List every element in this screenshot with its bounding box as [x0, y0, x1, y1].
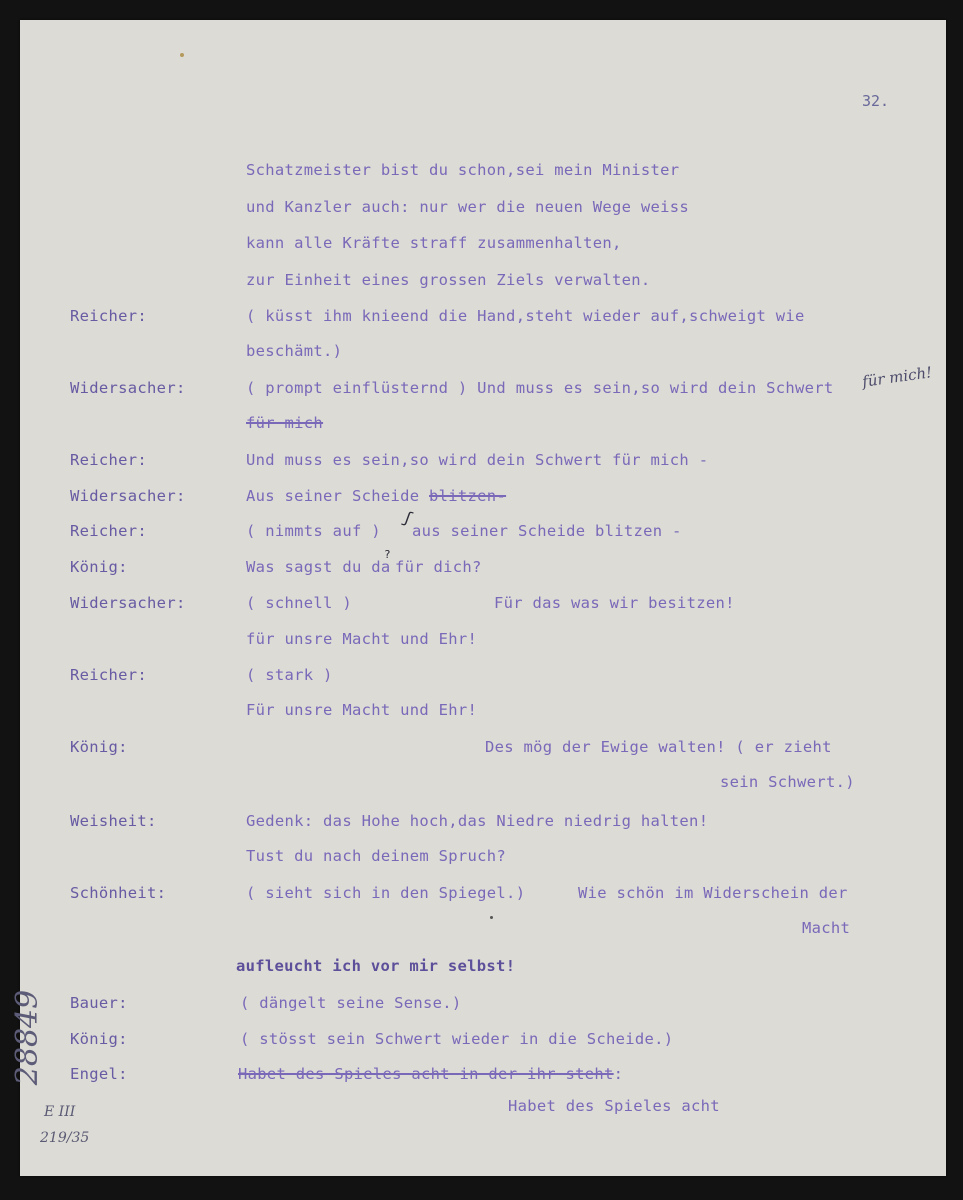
script-line: ( dängelt seine Sense.)	[240, 994, 462, 1012]
page-number: 32.	[862, 92, 890, 110]
handwritten-insertion: für mich!	[861, 363, 934, 391]
speaker-label: Bauer:	[70, 994, 128, 1012]
speaker-label: Reicher:	[70, 307, 148, 325]
script-line: aufleucht ich vor mir selbst!	[236, 957, 516, 975]
paper-fleck	[490, 916, 493, 919]
speaker-label: Reicher:	[70, 451, 148, 469]
speaker-label: Widersacher:	[70, 594, 186, 612]
script-line: ( sieht sich in den Spiegel.)	[246, 884, 526, 902]
shelf-mark: E III	[44, 1104, 76, 1120]
script-line-continuation: aus seiner Scheide blitzen -	[412, 522, 682, 540]
script-line-continuation: Für das was wir besitzen!	[494, 594, 735, 612]
script-line: ( prompt einflüsternd ) Und muss es sein,so wird dein Schwert	[246, 379, 834, 397]
struck-word: blitzen-	[429, 487, 507, 505]
archive-number: 28849	[10, 989, 46, 1086]
script-line-continuation: für dich?	[395, 558, 482, 576]
line-text: Aus seiner Scheide	[246, 487, 420, 505]
speaker-label: Reicher:	[70, 522, 148, 540]
speaker-label: König:	[70, 1030, 128, 1048]
script-line: Habet des Spieles acht	[508, 1097, 720, 1115]
script-line: kann alle Kräfte straff zusammenhalten,	[246, 234, 622, 252]
script-line: für unsre Macht und Ehr!	[246, 630, 478, 648]
script-line: Und muss es sein,so wird dein Schwert für mich -	[246, 451, 709, 469]
script-line: und Kanzler auch: nur wer die neuen Wege weiss	[246, 198, 690, 216]
script-line: sein Schwert.)	[720, 773, 855, 791]
script-line: Des mög der Ewige walten! ( er zieht	[485, 738, 832, 756]
script-line: beschämt.)	[246, 342, 343, 360]
struck-line: Habet des Spieles acht in der ihr steht	[238, 1065, 614, 1083]
speaker-label: Widersacher:	[70, 379, 186, 397]
script-line-continuation: Wie schön im Widerschein der	[578, 884, 848, 902]
script-line: ( schnell )	[246, 594, 352, 612]
speaker-label: König:	[70, 558, 128, 576]
speaker-label: Engel:	[70, 1065, 128, 1083]
script-line	[238, 1065, 623, 1083]
speaker-label: Widersacher:	[70, 487, 186, 505]
speaker-label: König:	[70, 738, 128, 756]
paper-fleck	[180, 53, 184, 57]
speaker-label: Reicher:	[70, 666, 148, 684]
folio-mark: 219/35	[40, 1130, 90, 1146]
script-line: ( stösst sein Schwert wieder in die Scheide.)	[240, 1030, 674, 1048]
script-line: ( stark )	[246, 666, 333, 684]
script-line: Schatzmeister bist du schon,sei mein Minister	[246, 161, 680, 179]
speaker-label: Weisheit:	[70, 812, 157, 830]
document-page	[10, 20, 946, 1176]
script-line: Was sagst du da	[246, 558, 391, 576]
script-line: Macht	[802, 919, 851, 937]
struck-line: für mich	[246, 414, 324, 432]
insertion-caret-icon: ʃ	[400, 506, 416, 529]
speaker-label: Schönheit:	[70, 884, 167, 902]
script-line	[246, 487, 506, 505]
script-line: ( nimmts auf )	[246, 522, 381, 540]
handwritten-question-mark: ?	[384, 548, 391, 561]
line-text: :	[613, 1065, 624, 1083]
script-line: Gedenk: das Hohe hoch,das Niedre niedrig halten!	[246, 812, 709, 830]
script-line: Für unsre Macht und Ehr!	[246, 701, 478, 719]
script-line: zur Einheit eines grossen Ziels verwalten.	[246, 271, 651, 289]
script-line: ( küsst ihm knieend die Hand,steht wieder auf,schweigt wie	[246, 307, 805, 325]
script-line: Tust du nach deinem Spruch?	[246, 847, 507, 865]
